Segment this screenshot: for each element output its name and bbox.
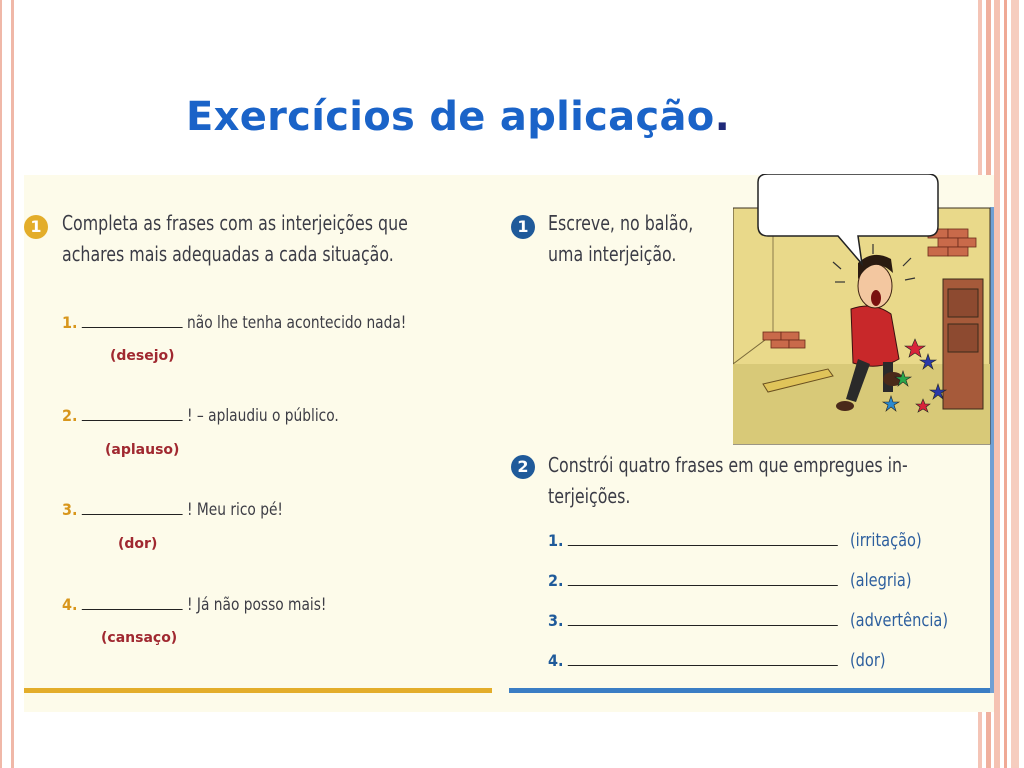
right-item-2-hint: (alegria) [849,570,912,591]
right-item-1-hint: (irritação) [849,530,922,551]
left-item-2-hint: (aplauso) [105,442,180,458]
right-item-2 [548,570,912,591]
right-exercise-1-number-badge [511,215,535,239]
right-exercise-2-number-badge [511,455,535,479]
left-item-1-blank[interactable] [82,327,183,328]
left-item-2-num: 2. [62,406,78,425]
cartoon-boy-hurt-foot-icon [733,174,994,446]
left-item-2-text: ! – aplaudiu o público. [187,406,339,426]
right-item-3 [548,610,948,631]
left-item-1-text: não lhe tenha acontecido nada! [187,313,407,333]
right-item-1 [548,530,922,551]
left-instruction-line2: achares mais adequadas a cada situação. [62,242,394,266]
right-instruction-1-line1: Escreve, no balão, [548,211,694,235]
right-item-3-blank[interactable] [568,625,838,626]
right-item-4-blank[interactable] [568,665,838,666]
right-item-3-num: 3. [548,611,564,630]
right-item-2-num: 2. [548,571,564,590]
left-item-4-text: ! Já não posso mais! [187,595,327,615]
left-exercise-number: 1 [30,217,42,236]
right-item-2-blank[interactable] [568,585,838,586]
left-border-stripe [0,0,14,768]
left-item-4-blank[interactable] [82,609,183,610]
left-item-4 [62,595,326,615]
left-divider-bar [24,688,492,693]
right-instruction-2 [548,450,908,512]
right-item-4 [548,650,886,671]
left-item-2 [62,406,339,426]
left-item-4-hint: (cansaço) [101,630,178,646]
right-exercise-1-number: 1 [517,217,529,236]
right-instruction-1-line2: uma interjeição. [548,242,677,266]
right-item-3-hint: (advertência) [849,610,949,631]
right-item-4-hint: (dor) [849,650,886,671]
left-item-3-hint: (dor) [118,536,158,552]
left-item-3-text: ! Meu rico pé! [187,500,283,520]
left-item-2-blank[interactable] [82,420,183,421]
page-title [186,94,730,140]
page-title-dot: . [714,94,731,140]
right-item-4-num: 4. [548,651,564,670]
right-item-1-num: 1. [548,531,564,550]
right-instruction-2-line2: terjeições. [548,484,631,508]
right-item-1-blank[interactable] [568,545,838,546]
left-item-4-num: 4. [62,595,78,614]
right-exercise-2-number: 2 [517,457,529,476]
right-instruction-1 [548,208,693,270]
left-item-3-num: 3. [62,500,78,519]
left-instruction [62,208,408,270]
right-instruction-2-line1: Constrói quatro frases em que empregues in- [548,453,908,477]
left-item-1 [62,313,406,333]
left-instruction-line1: Completa as frases com as interjeições que [62,211,408,235]
page-title-text: Exercícios de aplicação [186,94,715,140]
right-divider-bar [509,688,994,693]
left-exercise-number-badge [24,215,48,239]
left-item-1-hint: (desejo) [110,348,175,364]
left-item-3 [62,500,283,520]
left-item-3-blank[interactable] [82,514,183,515]
left-item-1-num: 1. [62,313,78,332]
